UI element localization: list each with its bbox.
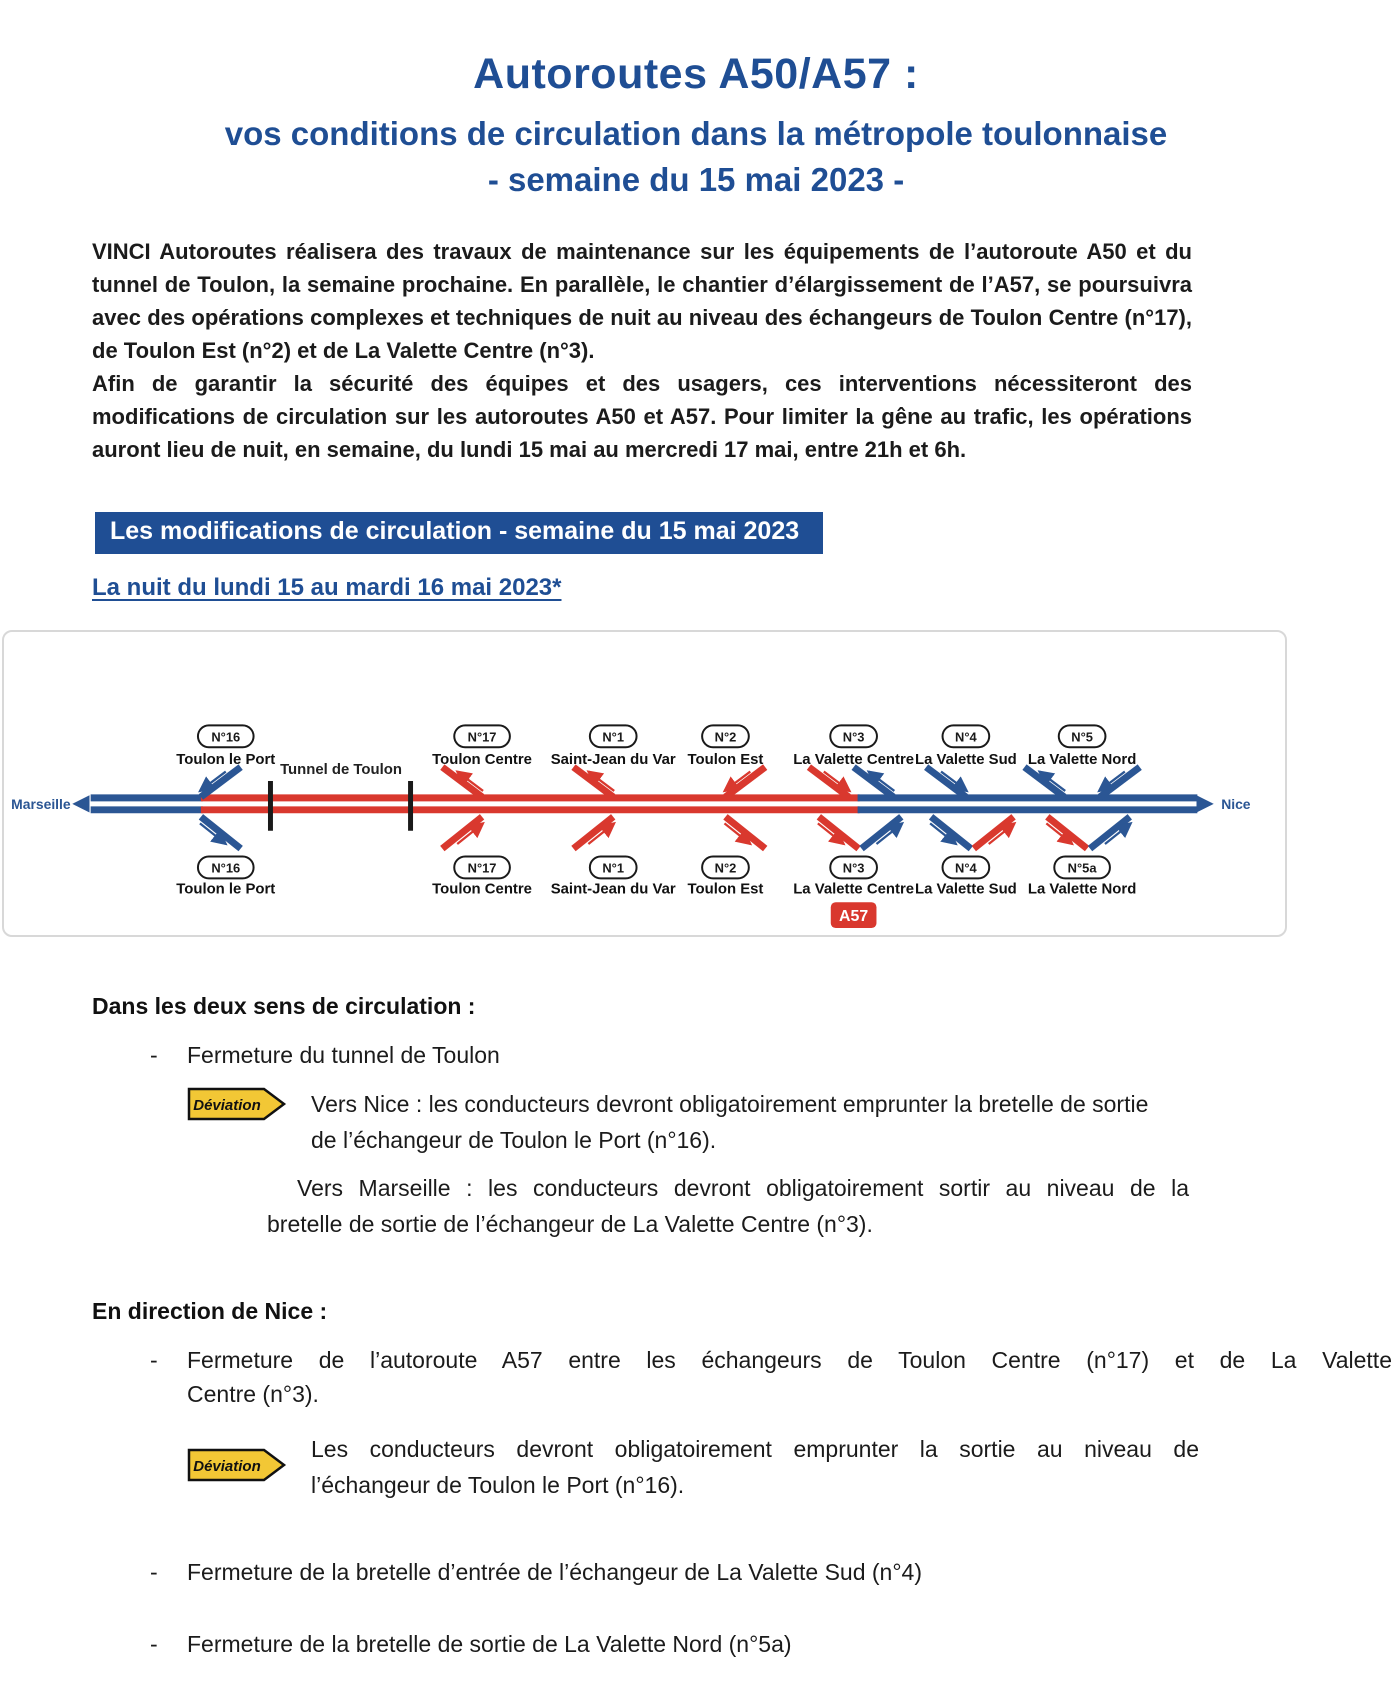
bullet-text: Fermeture de la bretelle de sortie de La Valette Nord (n°5a) [187, 1631, 792, 1657]
heading-both-directions: Dans les deux sens de circulation : [92, 993, 476, 1019]
marseille-line: Vers Marseille : les conducteurs devront obligatoirement sortir au niveau de la [297, 1175, 1189, 1201]
heading-direction-nice: En direction de Nice : [92, 1298, 328, 1324]
deviation-text-1 [311, 1086, 1148, 1158]
exit-label-bottom: Saint-Jean du Var [550, 881, 676, 898]
deviation-label: Déviation [193, 1458, 261, 1475]
exit-label-bottom: La Valette Nord [1027, 881, 1137, 898]
bullet-line: Fermeture de l’autoroute A57 entre les échangeurs de Toulon Centre (n°17) et de La Valette [187, 1347, 1392, 1373]
deviation-line: Vers Nice : les conducteurs devront obligatoirement emprunter la bretelle de sortie [311, 1091, 1149, 1117]
deviation-line: l’échangeur de Toulon le Port (n°16). [311, 1472, 685, 1498]
deviation-row-2 [187, 1431, 1392, 1503]
exit-number: N°4 [955, 860, 977, 876]
exit-number: N°3 [842, 860, 865, 876]
exit-label-top: Toulon Centre [432, 752, 532, 769]
deviation-line: Les conducteurs devront obligatoirement emprunter la sortie au niveau de [311, 1436, 1199, 1462]
ramp [819, 817, 859, 849]
deviation-line: de l’échangeur de Toulon le Port (n°16). [311, 1127, 717, 1153]
page-title-line2: vos conditions de circulation dans la métropole toulonnaise [224, 115, 1168, 152]
ramp [201, 817, 241, 849]
exit-label-top: Saint-Jean du Var [550, 752, 676, 769]
exit-number: N°1 [602, 729, 625, 745]
exit-label-bottom: Toulon le Port [176, 881, 276, 898]
ramp [1100, 767, 1140, 797]
ramp [201, 767, 241, 797]
exit-label-bottom: La Valette Sud [914, 881, 1017, 898]
exit-number: N°16 [211, 860, 241, 876]
bullet-text: Fermeture de la bretelle d’entrée de l’échangeur de La Valette Sud (n°4) [187, 1559, 923, 1585]
intro-paragraph-2: Afin de garantir la sécurité des équipes et des usagers, ces interventions nécessiteront des modifications de circulation sur les autoroutes A50 et A57. Pour limiter la gêne au trafic, les opérations auront lieu de nuit, en semaine, du lundi 15 mai au mercredi 17 mai, entre 21h et 6h. [92, 371, 1192, 462]
bullet-tunnel-closure [150, 1038, 1392, 1072]
ramp [573, 767, 613, 797]
bullet-valette-sud-entry [150, 1555, 1392, 1589]
title-block [0, 50, 1392, 199]
bullet-dash: - [150, 1042, 158, 1068]
ramp [854, 767, 894, 797]
ramp [974, 817, 1014, 849]
section-banner: Les modifications de circulation - semaine du 15 mai 2023 [95, 512, 823, 554]
marseille-line: bretelle de sortie de l’échangeur de La Valette Centre (n°3). [267, 1211, 873, 1237]
deviation-row-1 [187, 1086, 1392, 1158]
bullet-dash: - [150, 1559, 158, 1585]
exit-label-top: La Valette Centre [793, 752, 915, 769]
ramp [862, 817, 902, 849]
exit-label-top: La Valette Sud [914, 752, 1017, 769]
bullet-dash: - [150, 1631, 158, 1657]
exit-number: N°4 [955, 729, 977, 745]
bullet-dash: - [150, 1347, 158, 1373]
page-title-line3: - semaine du 15 mai 2023 - [487, 161, 905, 198]
ramp [926, 767, 966, 797]
page-title: Autoroutes A50/A57 : [473, 50, 919, 98]
exit-label-top: La Valette Nord [1027, 752, 1137, 769]
ramp [1024, 767, 1064, 797]
deviation-text-2 [311, 1431, 1199, 1503]
bullet-text: Fermeture du tunnel de Toulon [187, 1042, 500, 1068]
bullet-text [187, 1343, 1392, 1411]
traffic-diagram [4, 632, 1285, 935]
date-subtitle: La nuit du lundi 15 au mardi 16 mai 2023* [92, 574, 562, 601]
traffic-diagram-card [2, 630, 1287, 937]
marseille-instruction [267, 1170, 1189, 1242]
marseille-label: Marseille [11, 795, 71, 812]
tunnel-label: Tunnel de Toulon [280, 762, 402, 779]
ramp [809, 767, 849, 797]
exit-number: N°5a [1067, 860, 1097, 876]
a57-road-badge-label: A57 [839, 908, 869, 926]
deviation-badge [187, 1086, 287, 1122]
ramp [931, 817, 971, 849]
ramp [725, 767, 765, 797]
exit-label-top: Toulon Est [687, 752, 764, 769]
ramp [573, 817, 613, 849]
exit-number: N°16 [211, 729, 241, 745]
exit-number: N°2 [714, 729, 737, 745]
ramp [1090, 817, 1130, 849]
bullet-line: Centre (n°3). [187, 1381, 319, 1407]
exit-label-bottom: La Valette Centre [793, 881, 915, 898]
nice-label: Nice [1221, 795, 1251, 812]
ramp [442, 767, 482, 797]
exit-number: N°17 [467, 860, 497, 876]
ramp [725, 817, 765, 849]
exit-number: N°17 [467, 729, 497, 745]
exit-label-bottom: Toulon Centre [432, 881, 532, 898]
deviation-badge [187, 1447, 287, 1483]
ramp [1047, 817, 1087, 849]
exit-number: N°5 [1071, 729, 1093, 745]
bullet-valette-nord-exit [150, 1627, 1392, 1661]
exit-label-bottom: Toulon Est [687, 881, 764, 898]
exit-number: N°1 [602, 860, 625, 876]
intro-paragraph-1: VINCI Autoroutes réalisera des travaux de maintenance sur les équipements de l’autoroute A50 et du tunnel de Toulon, la semaine prochaine. En parallèle, le chantier d’élargissement de l’A57, se poursuivra avec des opérations complexes et techniques de nuit au niveau des échangeurs de Toulon Centre (n°17), de Toulon Est (n°2) et de La Valette Centre (n°3). [92, 239, 1192, 363]
exit-label-top: Toulon le Port [176, 752, 276, 769]
ramp [442, 817, 482, 849]
exit-number: N°2 [714, 860, 737, 876]
bullet-a57-closure [150, 1343, 1392, 1411]
intro-text [92, 235, 1192, 466]
deviation-label: Déviation [193, 1097, 261, 1114]
exit-number: N°3 [842, 729, 865, 745]
